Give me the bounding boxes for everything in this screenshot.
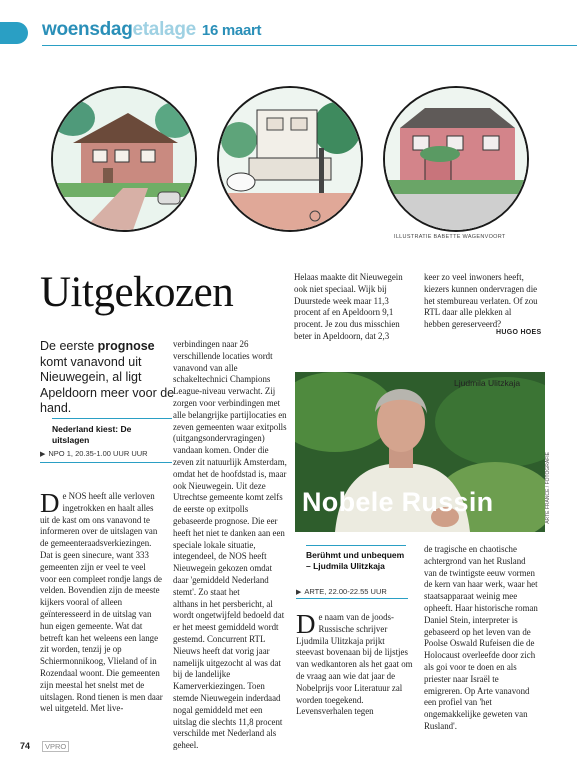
section-header [42, 19, 261, 41]
play-arrow-icon: ▶ [40, 451, 46, 458]
article1-column-1 [40, 488, 164, 715]
magazine-logo: VPRO [42, 741, 69, 752]
article2-column-1 [296, 609, 413, 718]
info-rule-top [52, 418, 172, 419]
article-intro [40, 339, 175, 417]
illustration-house-3 [383, 86, 529, 232]
info2-rule-bottom [296, 598, 408, 599]
article1-column-2 [173, 339, 287, 752]
info2-rule-top [306, 545, 406, 546]
article2-column-1-text: e naam van de joods-Russische schrijver Ljudmila Ulitzkaja prijkt steevast bovenaan bij de lijstjes van wedkantoren als het gaat om de vraag aan wie dat jaar de Nobelprijs voor Literatuur zal worden toegekend. Levensverhalen tegen [296, 612, 413, 717]
illustration-house-1 [51, 86, 197, 232]
photo-headline: Nobele Russin [302, 487, 494, 517]
intro-text-pre: De eerste [40, 339, 98, 353]
article1-column-4 [424, 272, 538, 331]
article2-column-2-text: de tragische en chaotische achtergrond van het Rusland van de twintigste eeuw vormen de kern van haar werk, waar het staatsapparaat weinig mee opheeft. Haar historische roman Daniel Stein, interpreter is gebaseerd op het leven van de Poolse Oswald Rufeisen die de Holocaust overleefde door zich als goi voor te doen en als priester naar Israël te emigreren. Op Arte vanavond een profiel van 'het ongemakkelijke geweten van Rusland'. [424, 544, 538, 731]
info-rule-bottom [40, 462, 172, 463]
header-word-a: woensdag [42, 19, 133, 40]
info2-box-title: Berühmt und unbequem – Ljudmila Ulitzkaja [306, 550, 405, 571]
article1-column-3 [294, 272, 411, 343]
article1-column-2-text-b: althans in het persbericht, al wordt ongetwijfeld bedoeld dat er het meest gemiddeld wordt gestemd. Concurrent RTL Nieuws heeft dat vorig jaar namelijk uitgezocht al was dat bij de landelijke Kamerverkiezingen. Toen stemde Nieuwegein inderdaad nogal gemiddeld met een uitslag die slechts 11,8 procent verschilde met Nederland als geheel. [173, 598, 285, 751]
dropcap-2: D [296, 609, 316, 639]
photo-credit: ARTE FRANCE / FOTOGRAFIE [545, 452, 551, 524]
page-number: 74 [20, 741, 31, 751]
illustration-credit: ILLUSTRATIE BABETTE WAGENVOORT [394, 234, 506, 240]
article1-column-1-text: e NOS heeft alle verloven ingetrokken en haalt alles uit de kast om ons vanavond te informeren over de uitslagen van de gemeenteraadsverkiezingen. Dat is geen sinecure, want 333 gemeenten zijn er veel te veel voor een compleet rondje langs de velden. Bovendien zijn de meeste kijkers vooral of alleen geïnteresseerd in de uitslag van hun eigen gemeente. Wat dat betreft kan het weleens een lange zit worden, tenzij je op Schiermonnikoog, Vlieland of in Rozendaal woont. Die gemeenten zijn meestal het snelst met de uitslagen. Rond tienen is men daar wel uitgeteld. Met live- [40, 491, 163, 714]
play-arrow-icon: ▶ [296, 589, 302, 596]
article2-column-2 [424, 544, 538, 733]
intro-text-post: komt vanavond uit Nieuwegein, al ligt Apeldoorn meer voor de hand. [40, 354, 175, 415]
dropcap: D [40, 488, 60, 518]
info-box-broadcast [40, 449, 148, 458]
header-word-b: etalage [132, 19, 196, 40]
article1-column-3-text: Helaas maakte dit Nieuwegein ook niet speciaal. Wijk bij Duurstede week maar 11,3 procent af en Apeldoorn 9,1 procent. Je zou dus misschien beter in Apeldoorn, dat 2,3 [294, 272, 403, 341]
header-date: 16 maart [201, 22, 262, 39]
photo-caption: Ljudmila Ulitzkaja [454, 378, 521, 388]
intro-text-bold: prognose [97, 339, 155, 353]
header-tab [0, 22, 28, 44]
header-rule [42, 45, 577, 46]
info2-box-broadcast-text: ARTE, 22.00-22.55 UUR [304, 587, 387, 596]
info-box-title: Nederland kiest: De uitslagen [52, 424, 132, 445]
article1-column-4-text: keer zo veel inwoners heeft, kiezers kunnen ondervragen die het stembureau verlaten. Of zou RTL daar alle plekken al hebben gereserveerd? [424, 272, 538, 330]
article1-column-2-text-a: verbindingen naar 26 verschillende locaties wordt vanavond van alle schakeltechnici Champions League-niveau verwacht. Zij zorgen voor verbindingen met alle belangrijke partijlocaties en zeven gemeenten waar exitpolls (uitgangsondervragingen) vandaan komen. Onder die zeven zit natuurlijk Amsterdam, omdat het de hoofdstad is, maar ook Nieuwegein. Uit deze Utrechtse gemeente komt zelfs de eerste op exitpolls gebaseerde prognose. Die eer heeft het niet te danken aan een speciale lokale situatie, integendeel, de NOS heeft Nieuwegein gekozen omdat daar 'gemiddeld Nederland stemt'. Zo staat het [173, 339, 287, 597]
article1-author: HUGO HOES [496, 329, 542, 336]
article-title: Uitgekozen [40, 269, 234, 316]
illustration-house-2 [217, 86, 363, 232]
info2-box-broadcast [296, 587, 387, 596]
info-box-broadcast-text: NPO 1, 20.35-1.00 UUR UUR [48, 449, 148, 458]
